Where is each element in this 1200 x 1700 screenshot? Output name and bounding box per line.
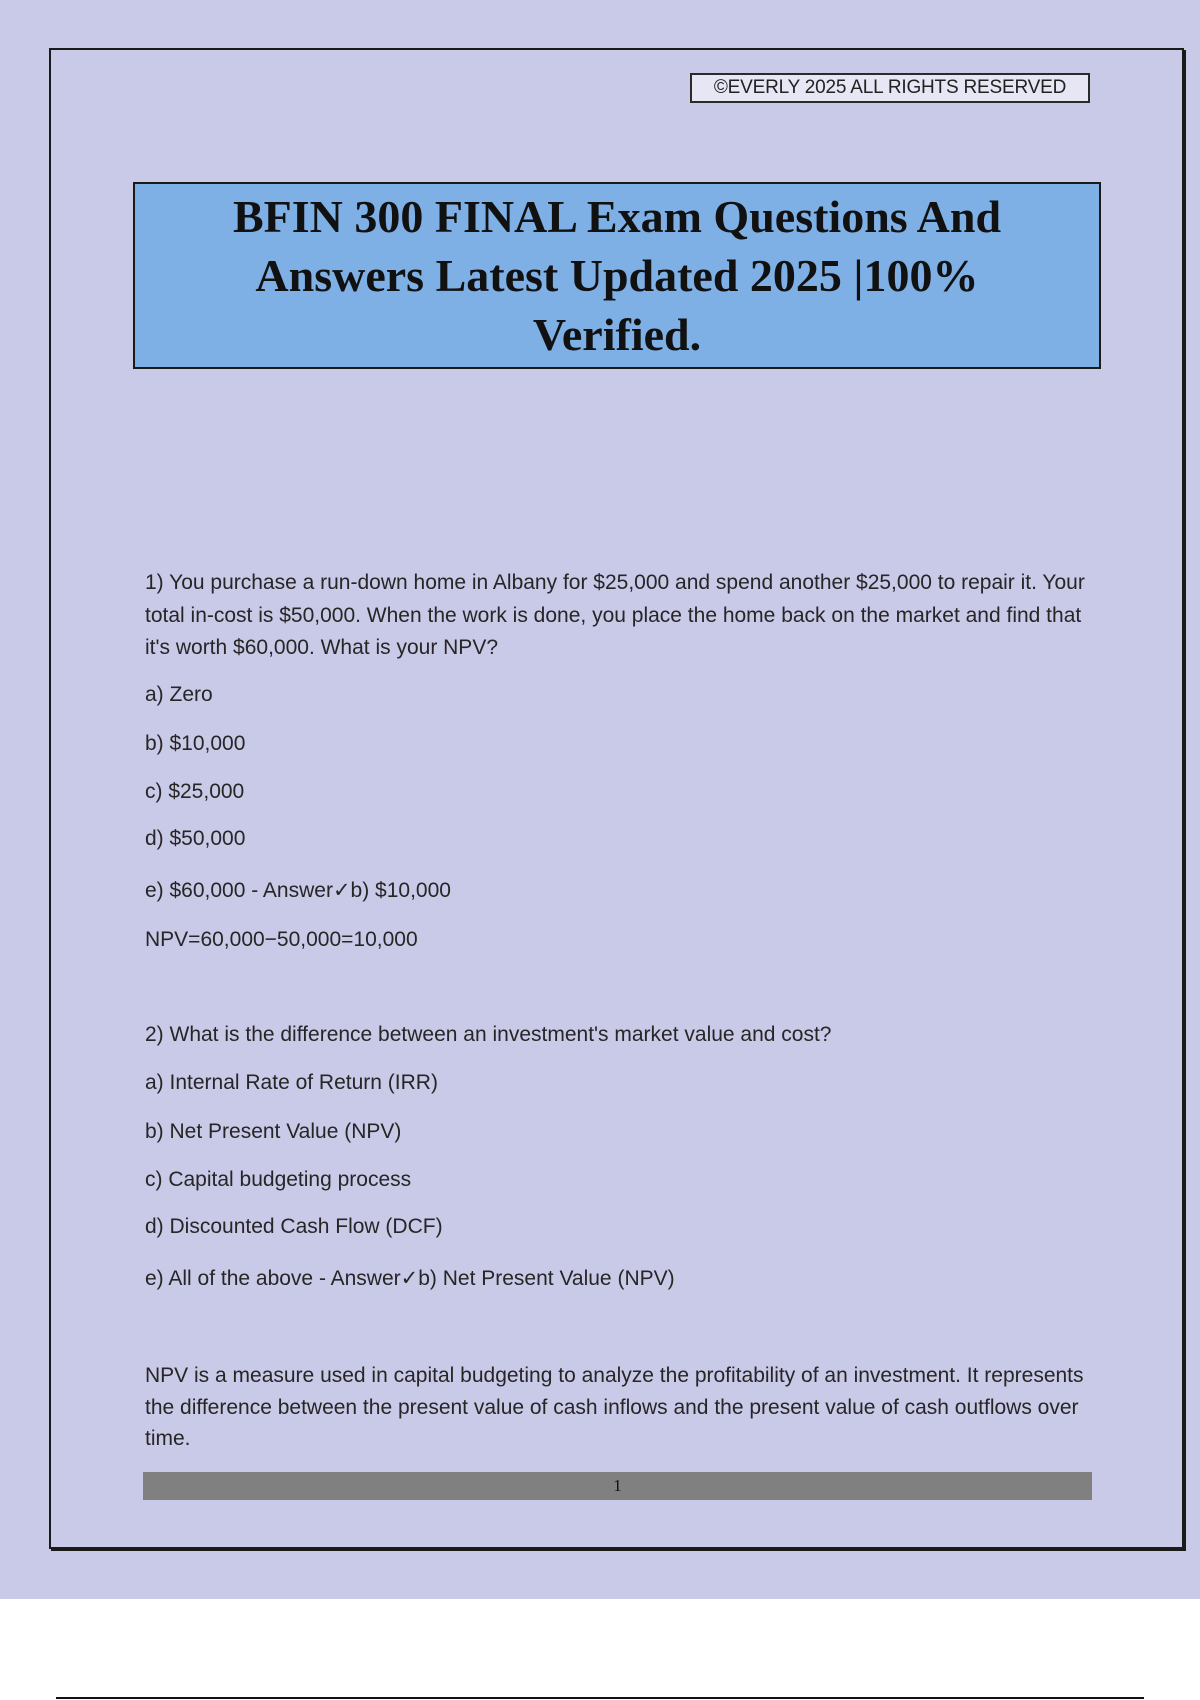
- question-2-option-c: c) Capital budgeting process: [145, 1168, 412, 1191]
- page-number: 1: [613, 1476, 622, 1495]
- question-2-option-a: a) Internal Rate of Return (IRR): [145, 1071, 438, 1094]
- question-1-option-d: d) $50,000: [145, 827, 246, 850]
- question-2-explanation: NPV is a measure used in capital budgeting to analyze the profitability of an investment. It represents the difference between the present value of cash inflows and the present value of cash outflows over time.: [145, 1364, 1084, 1450]
- question-2-option-d: d) Discounted Cash Flow (DCF): [145, 1215, 443, 1238]
- question-2-option-e-answer: e) All of the above - Answer✓b) Net Present Value (NPV): [145, 1267, 675, 1290]
- question-1-option-a: a) Zero: [145, 683, 213, 706]
- title-banner: [133, 182, 1101, 369]
- page-number-bar: [143, 1472, 1092, 1500]
- question-1-text: 1) You purchase a run-down home in Albany for $25,000 and spend another $25,000 to repair it. Your total in-cost is $50,000. When the work is done, you place the home back on the market and find that it's worth $60,000. What is your NPV?: [145, 571, 1085, 659]
- question-2-text: 2) What is the difference between an investment's market value and cost?: [145, 1023, 832, 1046]
- question-1-explanation: NPV=60,000−50,000=10,000: [145, 928, 418, 951]
- question-1-option-e-answer: e) $60,000 - Answer✓b) $10,000: [145, 879, 451, 902]
- question-2-option-b: b) Net Present Value (NPV): [145, 1120, 402, 1143]
- document-title: BFIN 300 FINAL Exam Questions And Answers Latest Updated 2025 |100% Verified.: [232, 191, 1002, 360]
- question-1-option-c: c) $25,000: [145, 780, 245, 803]
- question-1-text-block: [145, 567, 1095, 665]
- bottom-divider: [56, 1697, 1144, 1699]
- question-1-option-b: b) $10,000: [145, 732, 246, 755]
- copyright-notice: ©EVERLY 2025 ALL RIGHTS RESERVED: [690, 73, 1090, 103]
